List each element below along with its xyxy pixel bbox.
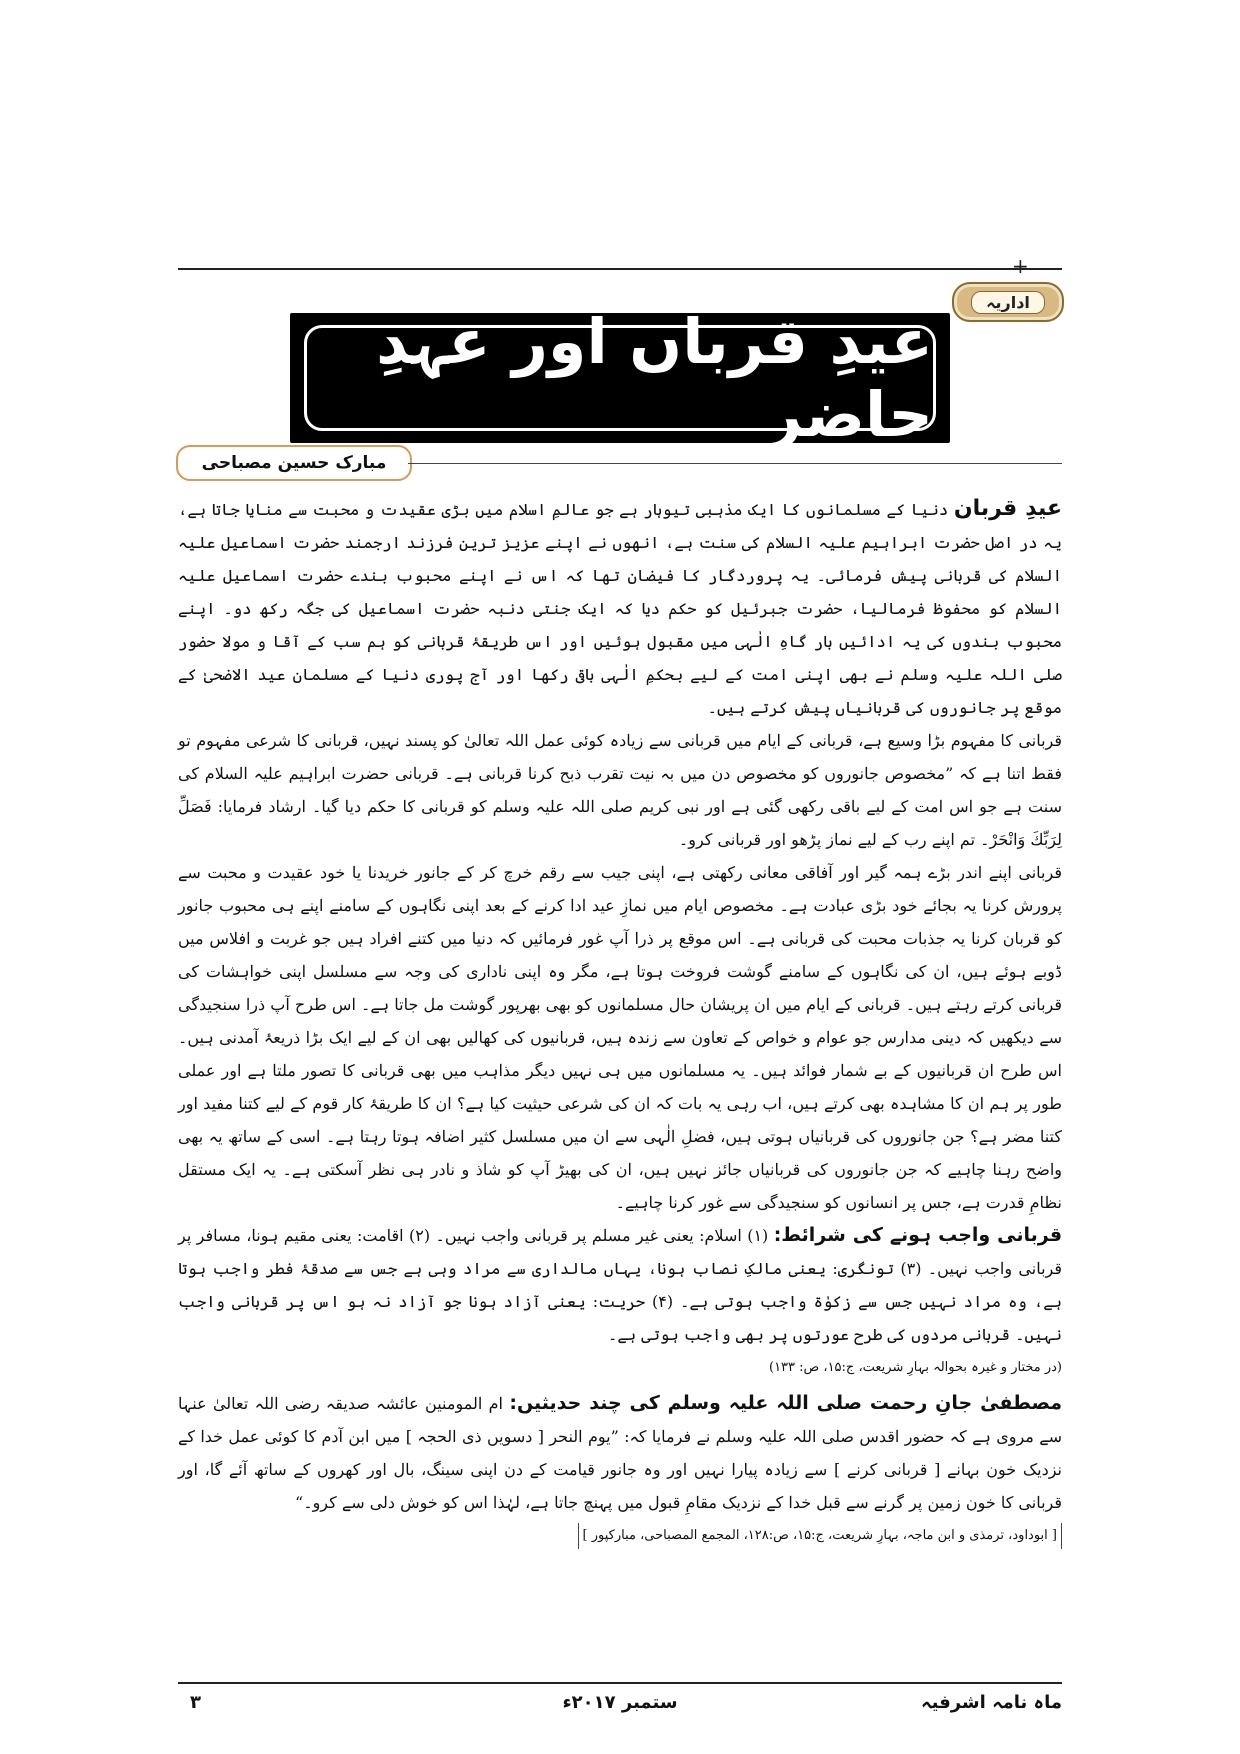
paragraph-1: قربانی کا مفہوم بڑا وسیع ہے، قربانی کے ایام میں قربانی سے زیادہ کوئی عمل اللہ تعالیٰ کو پسند نہیں، قربانی کا شرعی مفہوم تو فقط اتنا ہے کہ ”مخصوص جانوروں کو مخصوص دن میں بہ نیت تقرب ذبح کرنا قربانی ہے۔ قربانی حضرت ابراہیم علیہ السلام کی سنت ہے جو اس امت کے لیے باقی رکھی گئی ہے اور نبی کریم صلی اللہ علیہ وسلم کو قربانی کا حکم دیا گیا۔ ارشاد فرمایا: فَصَلِّ لِرَبِّكَ وَانْحَرْ۔ تم اپنے رب کے لیے نماز پڑھو اور قربانی کرو۔ [178, 731, 1063, 849]
intro-text: دنیا کے مسلمانوں کا ایک مذہبی تیوہار ہے جو عالمِ اسلام میں بڑی عقیدت و محبت سے منایا جاتا ہے، یہ در اصل حضرت ابراہیم علیہ السلام کی سنت ہے، انھوں نے اپنے عزیز ترین فرزند ارجمند حضرت اسماعیل علیہ السلام کی قربانی پیش فرمائی۔ یہ پروردگار کا فیضان تھا کہ اس نے اپنے محبوب بندے حضرت اسماعیل علیہ السلام کو محفوظ فرمالیا، حضرت جبرئیل کو حکم دیا کہ ایک جنتی دنبہ حضرت اسماعیل کی جگہ رکھ دو۔ اپنے محبوب بندوں کی یہ ادائیں بار گاہِ الٰہی میں مقبول ہوئیں اور اس طریقۂ قربانی کو ہم سب کے آقا و مولا حضور صلی اللہ علیہ وسلم نے بھی اپنی امت کے لیے بحکمِ الٰہی باقی رکھا اور آج پوری دنیا کے مسلمان عید الاضحیٰ کے موقع پر جانوروں کی قربانیاں پیش کرتے ہیں۔ [178, 500, 1063, 717]
author-rule [408, 463, 1062, 464]
conditions-paragraph [178, 1219, 1062, 1351]
title-banner [290, 305, 950, 451]
paragraph-2: قربانی اپنے اندر بڑے ہمہ گیر اور آفاقی معانی رکھتی ہے، اپنی جیب سے رقم خرچ کر کے جانور خریدنا یا خود عقیدت و محبت سے پرورش کرنا یہ بجائے خود بڑی عبادت ہے۔ مخصوص ایام میں نمازِ عید ادا کرنے کے بعد اپنی نگاہوں کے سامنے اپنے ہی محبوب جانور کو قربان کرنا یہ جذبات محبت کی قربانی ہے۔ اس موقع پر ذرا آپ غور فرمائیں کہ دنیا میں کتنے افراد ہیں جو غربت و افلاس میں ڈوبے ہوئے ہیں، ان کی نگاہوں کے سامنے گوشت فروخت ہوتا ہے، مگر وہ اپنی ناداری کی وجہ سے مسلسل اپنی خواہشات کی قربانی کرتے رہتے ہیں۔ قربانی کے ایام میں ان پریشان حال مسلمانوں کو بھی بھرپور گوشت مل جاتا ہے۔ اس طرح آپ ذرا سنجیدگی سے دیکھیں کہ دینی مدارس جو عوام و خواص کے تعاون سے زندہ ہیں، قربانیوں کی کھالیں بھی ان کے لیے ایک بڑا ذریعۂ آمدنی ہیں۔ اس طرح ان قربانیوں کے بے شمار فوائد ہیں۔ یہ مسلمانوں میں ہی نہیں دیگر مذاہب میں بھی قربانی کا تصور ملتا ہے اور عملی طور پر ہم ان کا مشاہدہ بھی کرتے ہیں، اب رہی یہ بات کہ ان کی شرعی حیثیت کیا ہے؟ ان کا طریقۂ کار قوم کے لیے کتنا مفید اور کتنا مضر ہے؟ جن جانوروں کی قربانیاں ہوتی ہیں، فضلِ الٰہی سے ان میں مسلسل کثیر اضافہ ہوتا رہتا ہے۔ اسی کے ساتھ یہ بھی واضح رہنا چاہیے کہ جن جانوروں کی قربانیاں جائز نہیں ہیں، ان کی بھیڑ آپ کو شاذ و نادر ہی نظر آسکتی ہے۔ یہ ایک مستقل نظامِ قدرت ہے، جس پر انسانوں کو سنجیدگی سے غور کرنا چاہیے۔ [178, 863, 1063, 1212]
footer-date: ستمبر ۲۰۱۷ء [562, 1692, 678, 1713]
crosshair-mark-icon: + [1012, 254, 1029, 278]
section-badge [952, 282, 1064, 322]
hadith-citation: [ ابوداود، ترمذی و ابن ماجہ، بہارِ شریعت، ج:۱۵، ص:۱۲۸، المجمع المصباحی، مبارکپور ] [578, 1523, 1062, 1549]
conditions-text: (۱) اسلام: یعنی غیر مسلم پر قربانی واجب نہیں۔ (۲) اقامت: یعنی مقیم ہونا، مسافر پر قربانی واجب نہیں۔ (۳) تونگری: یعنی مالکِ نصاب ہونا، یہاں مالداری سے مراد وہی ہے جس سے صدقۂ فطر واجب ہوتا ہے، وہ مراد نہیں جس سے زکوٰۃ واجب ہوتی ہے۔ (۴) حریت: یعنی آزاد ہونا جو آزاد نہ ہو اس پر قربانی واجب نہیں۔ قربانی مردوں کی طرح عورتوں پر بھی واجب ہوتی ہے۔ [178, 1226, 1063, 1344]
hadith-citation-line [178, 1523, 1062, 1549]
page-title: عیدِ قرباں اور عہدِ حاضر [376, 305, 933, 451]
top-rule [178, 268, 1062, 270]
author-name: مبارک حسین مصباحی [201, 453, 387, 473]
intro-paragraph [178, 492, 1062, 724]
footer-page-number: ۳ [190, 1692, 201, 1713]
intro-lead: عیدِ قربان [953, 496, 1063, 521]
hadith-text: ام المومنین عائشہ صدیقہ رضی اللہ تعالیٰ عنہا سے مروی ہے کہ حضور اقدس صلی اللہ علیہ وسلم نے فرمایا کہ: ”یوم النحر [ دسویں ذی الحجہ ] میں ابن آدم کا کوئی عمل خدا کے نزدیک خون بہانے [ قربانی کرنے ] سے زیادہ پیارا نہیں اور وہ جانور قیامت کے دن اپنی سینگ، بال اور کھروں کے ساتھ آئے گا، اور قربانی کا خون زمین پر گرنے سے قبل خدا کے نزدیک مقامِ قبول میں پہنچ جاتا ہے، لہٰذا اس کو خوش دلی سے کرو۔“ [178, 1394, 1062, 1512]
author-tag [176, 445, 412, 481]
article-body [178, 492, 1062, 1555]
conditions-heading: قربانی واجب ہونے کی شرائط: [773, 1224, 1063, 1246]
section-badge-label: اداریہ [971, 291, 1045, 314]
title-frame [304, 305, 936, 451]
conditions-citation: (در مختار و غیرہ بحوالہ بہارِ شریعت، ج:۱۵، ص: ۱۳۳) [768, 1360, 1062, 1375]
hadith-paragraph [178, 1387, 1062, 1519]
hadith-heading: مصطفیٰ جانِ رحمت صلی اللہ علیہ وسلم کی چند حدیثیں: [509, 1392, 1062, 1414]
footer-magazine-name: ماہ نامہ اشرفیہ [921, 1692, 1062, 1713]
bottom-rule [178, 1682, 1062, 1684]
